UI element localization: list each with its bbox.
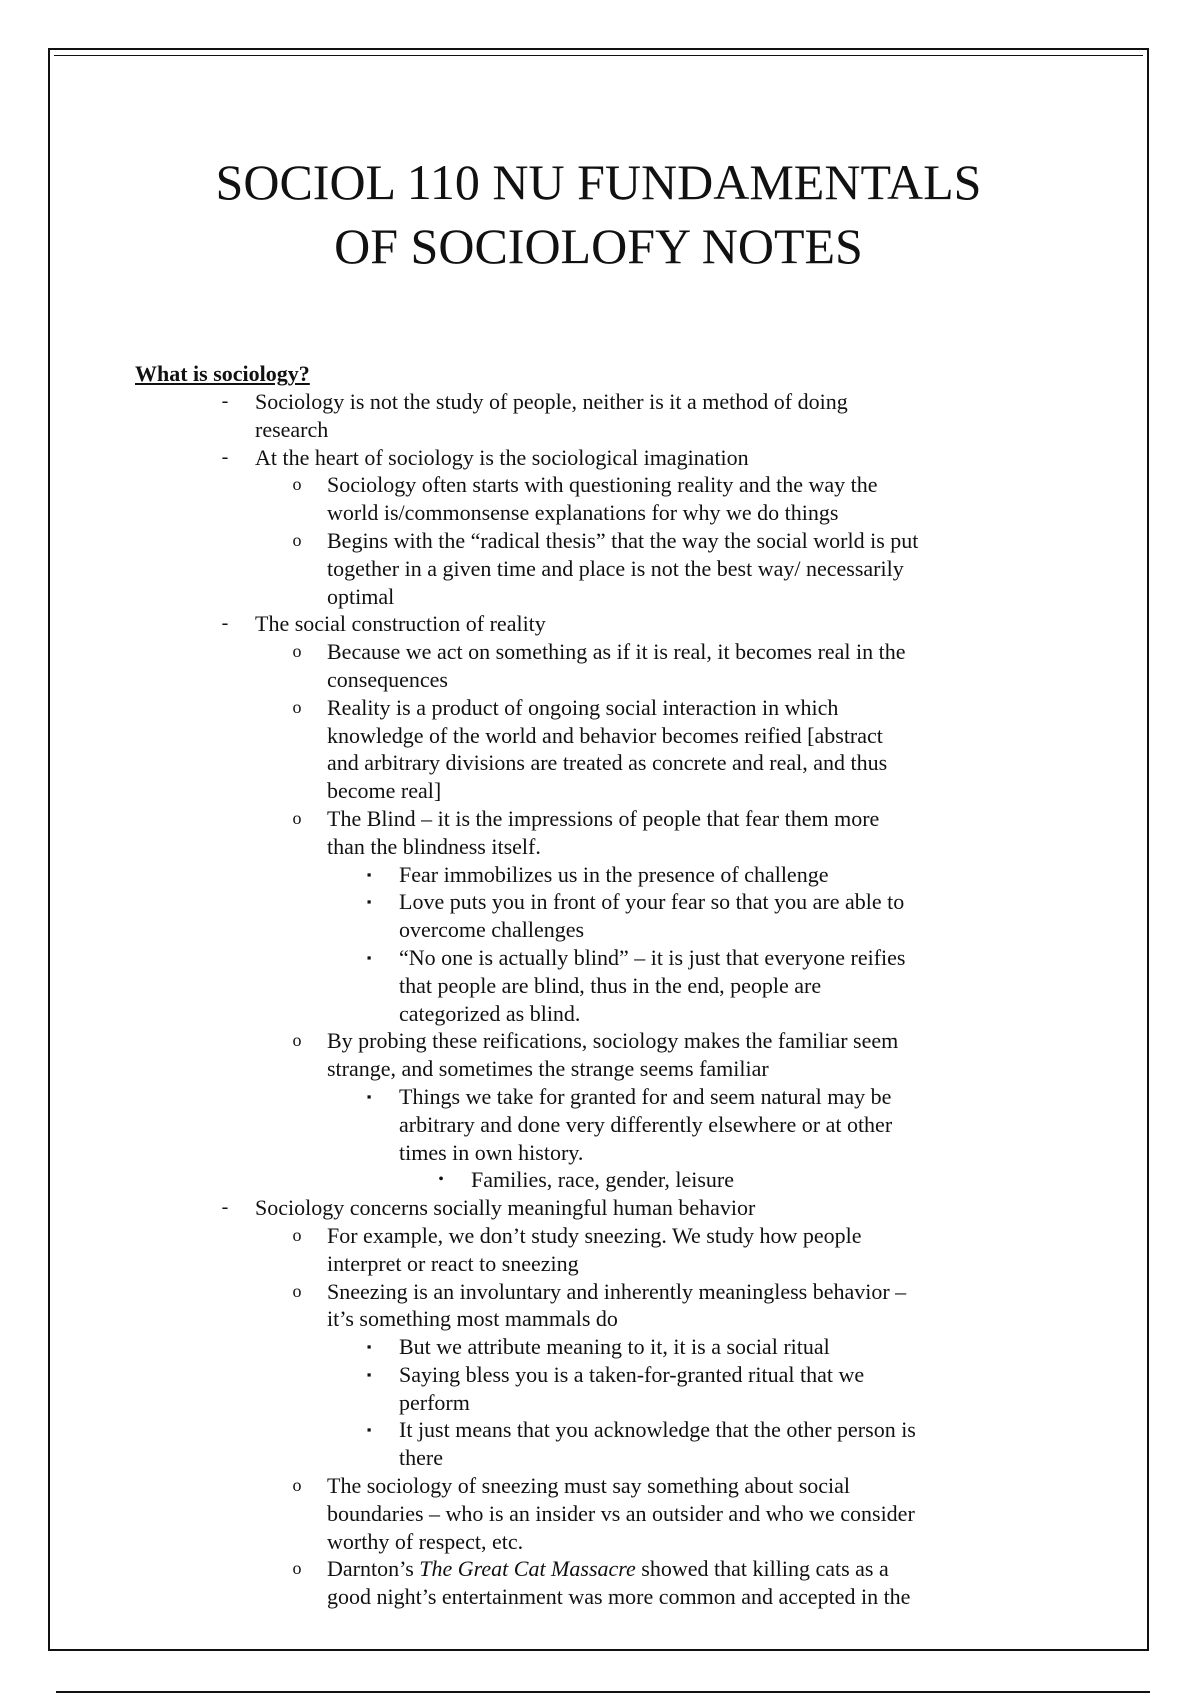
list-item-continuation: [135, 1444, 1035, 1472]
circle-marker: o: [292, 1475, 302, 1496]
line-text: interpret or react to sneezing: [327, 1250, 579, 1276]
bullet-marker: •: [438, 1171, 444, 1189]
list-item: [135, 1222, 1035, 1250]
list-item: [135, 694, 1035, 722]
line-text: But we attribute meaning to it, it is a social ritual: [399, 1334, 830, 1360]
circle-marker: o: [292, 474, 302, 495]
list-item-continuation: [135, 499, 1035, 527]
line-text: Families, race, gender, leisure: [471, 1167, 735, 1193]
dash-marker: -: [221, 390, 229, 412]
list-item: [135, 805, 1035, 833]
circle-marker: o: [292, 1280, 302, 1301]
list-item-continuation: [135, 1528, 1035, 1556]
square-marker: ▪: [366, 949, 372, 965]
square-marker: ▪: [366, 1088, 372, 1104]
list-item: [135, 888, 1035, 916]
line-text: Things we take for granted for and seem natural may be: [399, 1083, 892, 1109]
line-text: arbitrary and done very differently elsewhere or at other: [399, 1111, 893, 1137]
line-text: Reality is a product of ongoing social interaction in which: [327, 694, 839, 720]
line-text: “No one is actually blind” – it is just that everyone reifies: [399, 944, 906, 970]
circle-marker: o: [292, 807, 302, 828]
list-item-continuation: [135, 555, 1035, 583]
line-text: there: [399, 1445, 443, 1471]
line-text: knowledge of the world and behavior becomes reified [abstract: [327, 722, 883, 748]
list-item: [135, 527, 1035, 555]
line-text: Sneezing is an involuntary and inherently meaningless behavior –: [327, 1278, 907, 1304]
square-marker: ▪: [366, 1339, 372, 1355]
list-item: [135, 471, 1035, 499]
list-item: [135, 1333, 1035, 1361]
title-line-2: OF SOCIOLOFY NOTES: [334, 218, 863, 274]
line-text: By probing these reifications, sociology makes the familiar seem: [327, 1028, 899, 1054]
list-item-continuation: [135, 1000, 1035, 1028]
list-item: [135, 388, 1035, 416]
list-item: [135, 1416, 1035, 1444]
list-item: [135, 610, 1035, 638]
list-item-continuation: [135, 972, 1035, 1000]
line-text: research: [255, 416, 329, 442]
list-item: [135, 444, 1035, 472]
line-text: together in a given time and place is not the best way/ necessarily: [327, 555, 904, 581]
circle-marker: o: [292, 641, 302, 662]
list-item-continuation: [135, 583, 1035, 611]
list-item: [135, 1166, 1035, 1194]
line-text: world is/commonsense explanations for why we do things: [327, 500, 839, 526]
list-item: [135, 1472, 1035, 1500]
list-item: [135, 1027, 1035, 1055]
list-item-continuation: [135, 777, 1035, 805]
line-text: overcome challenges: [399, 917, 585, 943]
line-text: For example, we don’t study sneezing. We study how people: [327, 1222, 862, 1248]
line-text: that people are blind, thus in the end, people are: [399, 972, 822, 998]
list-item-continuation: [135, 749, 1035, 777]
line-text: categorized as blind.: [399, 1000, 581, 1026]
line-text: It just means that you acknowledge that the other person is: [399, 1417, 916, 1443]
line-text: Sociology often starts with questioning reality and the way the: [327, 472, 878, 498]
list-item-continuation: [135, 416, 1035, 444]
dash-marker: -: [221, 445, 229, 468]
line-text: Sociology concerns socially meaningful human behavior: [255, 1195, 756, 1221]
list-item: [135, 944, 1035, 972]
circle-marker: o: [292, 696, 302, 717]
line-text: than the blindness itself.: [327, 833, 541, 859]
line-text: and arbitrary divisions are treated as concrete and real, and thus: [327, 750, 888, 776]
line-text: it’s something most mammals do: [327, 1306, 618, 1332]
darnton-text-before: Darnton’s: [327, 1556, 420, 1582]
circle-marker: o: [292, 1030, 302, 1051]
list-item-continuation: [135, 1389, 1035, 1417]
square-marker: ▪: [366, 894, 372, 910]
title-line-1: SOCIOL 110 NU FUNDAMENTALS: [215, 154, 982, 210]
list-item: [135, 1555, 1035, 1583]
list-item: [135, 1194, 1035, 1222]
list-item-continuation: [135, 666, 1035, 694]
line-text: At the heart of sociology is the sociological imagination: [255, 444, 749, 470]
notes-body: [135, 360, 1035, 1611]
square-marker: ▪: [366, 866, 372, 882]
next-page-top-rule: [56, 1691, 1150, 1693]
line-text: The social construction of reality: [255, 611, 546, 637]
circle-marker: o: [292, 1558, 302, 1579]
document-title: [48, 150, 1149, 278]
page-border-top-rule: [54, 55, 1143, 56]
list-item-continuation: [135, 1500, 1035, 1528]
line-text: The sociology of sneezing must say something about social: [327, 1473, 851, 1499]
list-item-continuation: [135, 916, 1035, 944]
list-item-continuation: [135, 1139, 1035, 1167]
dash-marker: -: [221, 1196, 229, 1219]
list-item-continuation: [135, 833, 1035, 861]
line-text: optimal: [327, 583, 395, 609]
list-item-continuation: [135, 1055, 1035, 1083]
list-item-continuation: [135, 1583, 1035, 1611]
line-text: consequences: [327, 666, 448, 692]
circle-marker: o: [292, 1224, 302, 1245]
list-item-continuation: [135, 1111, 1035, 1139]
square-marker: ▪: [366, 1422, 372, 1438]
list-item: [135, 1361, 1035, 1389]
line-text: strange, and sometimes the strange seems familiar: [327, 1056, 769, 1082]
line-text: Because we act on something as if it is real, it becomes real in the: [327, 639, 906, 665]
line-text: times in own history.: [399, 1139, 584, 1165]
line-text: Fear immobilizes us in the presence of challenge: [399, 861, 829, 887]
line-text: Saying bless you is a taken-for-granted ritual that we: [399, 1361, 865, 1387]
line-text: Sociology is not the study of people, neither is it a method of doing: [255, 389, 848, 414]
list-item: [135, 638, 1035, 666]
line-text: The Blind – it is the impressions of people that fear them more: [327, 805, 880, 831]
line-text: Begins with the “radical thesis” that the way the social world is put: [327, 527, 919, 553]
line-text: good night’s entertainment was more common and accepted in the: [327, 1584, 911, 1610]
circle-marker: o: [292, 529, 302, 550]
line-text: worthy of respect, etc.: [327, 1528, 524, 1554]
list-item-continuation: [135, 1250, 1035, 1278]
square-marker: ▪: [366, 1366, 372, 1382]
section-heading: What is sociology?: [135, 361, 310, 386]
list-item-continuation: [135, 722, 1035, 750]
list-item: [135, 861, 1035, 889]
dash-marker: -: [221, 612, 229, 635]
list-item: [135, 1083, 1035, 1111]
line-text: boundaries – who is an insider vs an outsider and who we consider: [327, 1500, 915, 1526]
darnton-text-after: showed that killing cats as a: [635, 1556, 889, 1582]
line-text: Love puts you in front of your fear so that you are able to: [399, 889, 905, 915]
line-text: perform: [399, 1389, 470, 1415]
list-item: [135, 1278, 1035, 1306]
list-item-continuation: [135, 1305, 1035, 1333]
book-title: The Great Cat Massacre: [419, 1556, 636, 1582]
line-text: become real]: [327, 778, 442, 804]
